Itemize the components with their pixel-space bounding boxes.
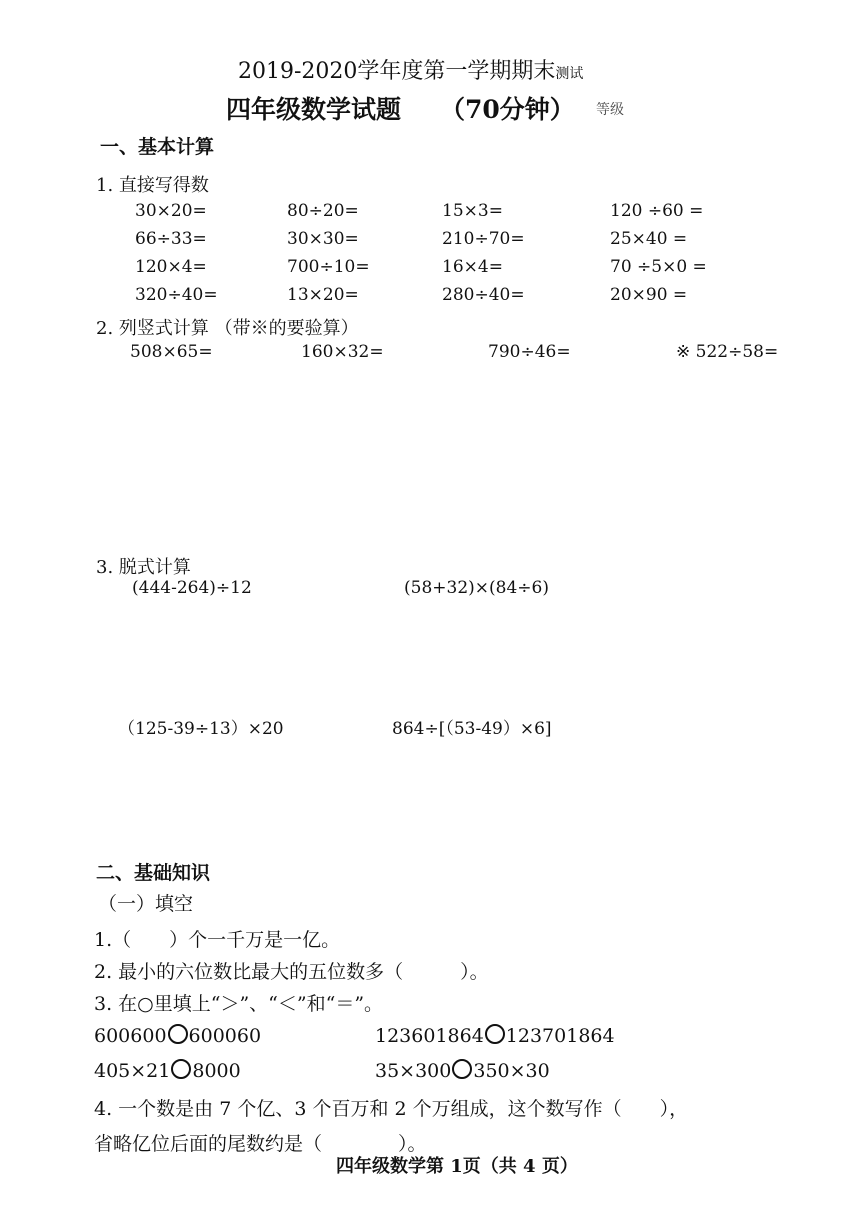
section2-heading: 二、基础知识 (96, 862, 211, 884)
q2-label: 2. 列竖式计算 （带※的要验算） (96, 318, 359, 339)
exam-title-main: 2019-2020学年度第一学期期末 (238, 59, 556, 84)
compare-item (375, 1024, 615, 1047)
exam-subtitle: 四年级数学试题 (226, 95, 402, 124)
grade-mark: 等级 (596, 102, 624, 118)
fill-item: 1.（ ）个一千万是一亿。 (94, 929, 341, 951)
fill-item-q4-line2: 省略亿位后面的尾数约是（ ）。 (94, 1133, 427, 1155)
compare-item (94, 1059, 241, 1082)
compare-left: 35×300 (375, 1060, 452, 1082)
calc-cell: 120×4= (135, 257, 207, 277)
step-calc-item: (58+32)×(84÷6) (404, 578, 549, 598)
calc-cell: 13×20= (287, 285, 359, 305)
calc-cell: 25×40 = (610, 229, 688, 249)
exam-duration: （70分钟） (440, 95, 575, 124)
compare-right: 8000 (192, 1060, 241, 1082)
section1-heading: 一、基本计算 (100, 136, 215, 158)
calc-cell: 80÷20= (287, 201, 359, 221)
step-calc-item: (444-264)÷12 (132, 578, 252, 598)
calc-cell: 66÷33= (135, 229, 207, 249)
calc-cell: 70 ÷5×0 = (610, 257, 707, 277)
calc-cell: 210÷70= (442, 229, 525, 249)
compare-right: 350×30 (473, 1060, 550, 1082)
compare-left: 123601864 (375, 1025, 484, 1047)
vertical-calc-item: ※ 522÷58= (676, 342, 779, 362)
compare-right: 123701864 (505, 1025, 615, 1047)
calc-cell: 30×20= (135, 201, 207, 221)
calc-cell: 320÷40= (135, 285, 218, 305)
compare-circle[interactable] (171, 1059, 191, 1079)
step-calc-item: 864÷[（53-49）×6] (392, 719, 552, 739)
exam-title (238, 54, 583, 85)
calc-cell: 20×90 = (610, 285, 688, 305)
calc-cell: 280÷40= (442, 285, 525, 305)
compare-circle[interactable] (485, 1024, 505, 1044)
q3-label: 3. 脱式计算 (96, 557, 191, 578)
fill-item-q4-line1: 4. 一个数是由 7 个亿、3 个百万和 2 个万组成，这个数写作（ ）， (94, 1098, 689, 1120)
vertical-calc-item: 160×32= (301, 342, 384, 362)
step-calc-item: （125-39÷13）×20 (118, 719, 284, 739)
compare-left: 600600 (94, 1025, 167, 1047)
vertical-calc-item: 790÷46= (488, 342, 571, 362)
page-footer: 四年级数学第 1页（共 4 页） (336, 1156, 578, 1177)
compare-circle[interactable] (452, 1059, 472, 1079)
compare-left: 405×21 (94, 1060, 171, 1082)
compare-right: 600060 (188, 1025, 262, 1047)
calc-cell: 15×3= (442, 201, 503, 221)
calc-cell: 700÷10= (287, 257, 370, 277)
q1-label: 1. 直接写得数 (96, 175, 209, 196)
vertical-calc-item: 508×65= (130, 342, 213, 362)
fill-item: 2. 最小的六位数比最大的五位数多（ ）。 (94, 961, 489, 983)
compare-circle[interactable] (168, 1024, 188, 1044)
calc-cell: 30×30= (287, 229, 359, 249)
exam-title-suffix: 测试 (555, 66, 584, 82)
section2-sub: （一）填空 (98, 893, 194, 915)
calc-cell: 16×4= (442, 257, 503, 277)
calc-cell: 120 ÷60 = (610, 201, 704, 221)
compare-item (94, 1024, 261, 1047)
fill-item: 3. 在○里填上“＞”、“＜”和“＝”。 (94, 993, 384, 1015)
compare-item (375, 1059, 550, 1082)
